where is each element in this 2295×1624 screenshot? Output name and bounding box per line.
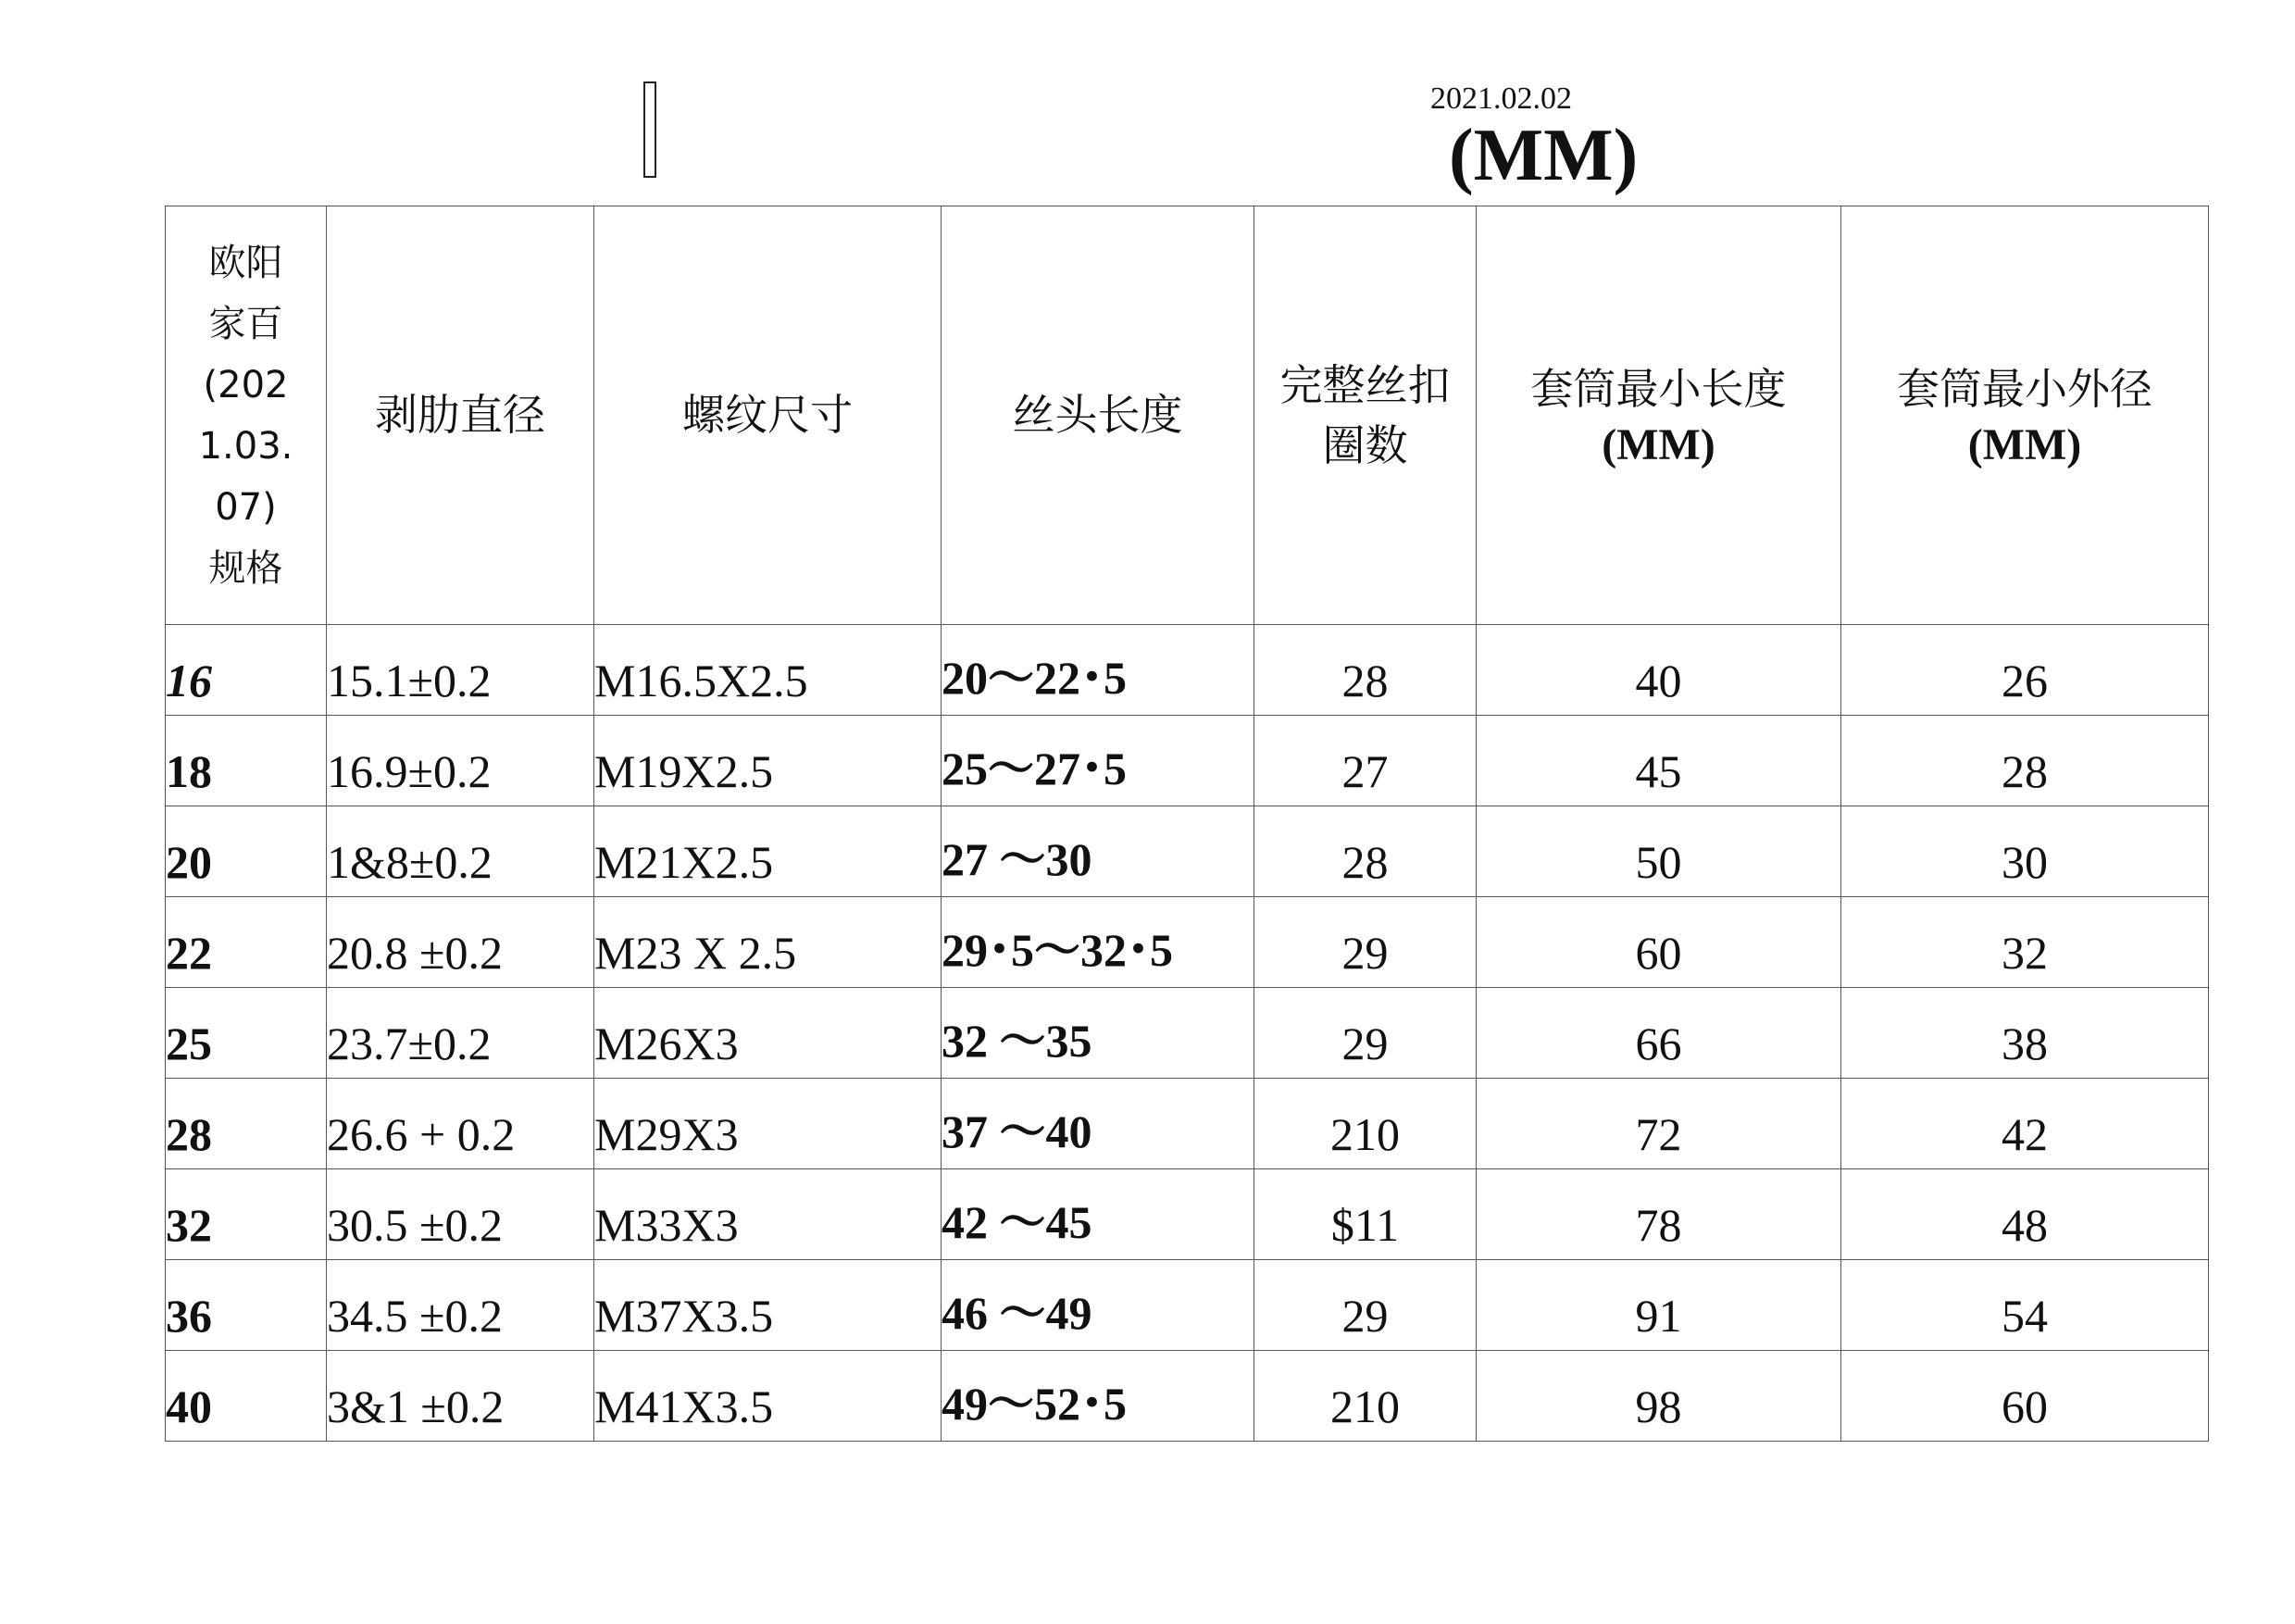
cell-spec: 40 — [166, 1351, 327, 1442]
cell-turns: 210 — [1254, 1351, 1477, 1442]
header-line: 剥肋直径 — [375, 390, 545, 441]
cell-min-length: 66 — [1477, 988, 1841, 1079]
cell-min-length: 60 — [1477, 897, 1841, 988]
cell-head-length: 46 ～49 — [942, 1260, 1254, 1351]
header-min-outer-diameter — [1841, 206, 2209, 625]
cell-spec: 32 — [166, 1169, 327, 1260]
cell-head-length: 29･5～32･5 — [942, 897, 1254, 988]
spec-table — [165, 206, 2209, 1442]
cell-min-length: 91 — [1477, 1260, 1841, 1351]
cell-min-length: 50 — [1477, 806, 1841, 897]
cell-min-length: 98 — [1477, 1351, 1841, 1442]
cell-min-outer-diameter: 26 — [1841, 625, 2209, 716]
cell-turns: 28 — [1254, 806, 1477, 897]
cell-min-outer-diameter: 60 — [1841, 1351, 2209, 1442]
cell-min-outer-diameter: 30 — [1841, 806, 2209, 897]
header-unit: (MM) — [1602, 419, 1715, 469]
header-line: 丝头长度 — [1012, 390, 1183, 441]
cell-strip-diameter: 20.8 ±0.2 — [327, 897, 594, 988]
cell-thread-size: M41X3.5 — [594, 1351, 942, 1442]
cell-head-length: 49～52･5 — [942, 1351, 1254, 1442]
header-line: 套筒最小外径 — [1897, 363, 2152, 414]
cell-strip-diameter: 16.9±0.2 — [327, 716, 594, 806]
cell-head-length: 25～27･5 — [942, 716, 1254, 806]
table-row — [166, 897, 2209, 988]
header-line: 圈数 — [1322, 419, 1408, 470]
placeholder-glyph-box — [643, 81, 656, 178]
cell-thread-size: M26X3 — [594, 988, 942, 1079]
cell-min-outer-diameter: 42 — [1841, 1079, 2209, 1169]
header-turns — [1254, 206, 1477, 625]
table-row — [166, 1351, 2209, 1442]
cell-min-length: 72 — [1477, 1079, 1841, 1169]
cell-thread-size: M23 X 2.5 — [594, 897, 942, 988]
table-row — [166, 716, 2209, 806]
cell-spec: 16 — [166, 625, 327, 716]
cell-min-outer-diameter: 28 — [1841, 716, 2209, 806]
header-head-length — [942, 206, 1254, 625]
cell-strip-diameter: 15.1±0.2 — [327, 625, 594, 716]
cell-spec: 25 — [166, 988, 327, 1079]
cell-turns: 27 — [1254, 716, 1477, 806]
table-row — [166, 1079, 2209, 1169]
cell-strip-diameter: 1&8±0.2 — [327, 806, 594, 897]
cell-head-length: 20～22･5 — [942, 625, 1254, 716]
document-date: 2021.02.02 — [1430, 81, 1572, 116]
cell-turns: 29 — [1254, 897, 1477, 988]
cell-strip-diameter: 34.5 ±0.2 — [327, 1260, 594, 1351]
cell-min-outer-diameter: 32 — [1841, 897, 2209, 988]
cell-spec: 18 — [166, 716, 327, 806]
unit-title: (MM) — [1449, 115, 1639, 196]
cell-turns: 29 — [1254, 1260, 1477, 1351]
header-line: 规格 — [208, 546, 283, 590]
cell-thread-size: M19X2.5 — [594, 716, 942, 806]
header-strip-diameter — [327, 206, 594, 625]
cell-strip-diameter: 30.5 ±0.2 — [327, 1169, 594, 1260]
cell-spec: 20 — [166, 806, 327, 897]
header-line: 家百 — [208, 302, 283, 345]
cell-thread-size: M37X3.5 — [594, 1260, 942, 1351]
table-row — [166, 988, 2209, 1079]
cell-head-length: 32 ～35 — [942, 988, 1254, 1079]
cell-thread-size: M16.5X2.5 — [594, 625, 942, 716]
header-line: (202 — [203, 363, 289, 406]
cell-strip-diameter: 23.7±0.2 — [327, 988, 594, 1079]
cell-strip-diameter: 26.6 + 0.2 — [327, 1079, 594, 1169]
table-row — [166, 1169, 2209, 1260]
cell-turns: 28 — [1254, 625, 1477, 716]
header-line: 欧阳 — [208, 241, 283, 284]
cell-thread-size: M29X3 — [594, 1079, 942, 1169]
header-row — [166, 206, 2209, 625]
cell-min-length: 40 — [1477, 625, 1841, 716]
table-row — [166, 806, 2209, 897]
cell-head-length: 42 ～45 — [942, 1169, 1254, 1260]
cell-min-outer-diameter: 38 — [1841, 988, 2209, 1079]
cell-min-outer-diameter: 54 — [1841, 1260, 2209, 1351]
header-line: 套筒最小长度 — [1530, 363, 1787, 414]
header-line: 螺纹尺寸 — [682, 390, 853, 441]
table-row — [166, 1260, 2209, 1351]
cell-head-length: 37 ～40 — [942, 1079, 1254, 1169]
table-row — [166, 625, 2209, 716]
header-line: 1.03. 07) — [198, 424, 293, 529]
cell-strip-diameter: 3&1 ±0.2 — [327, 1351, 594, 1442]
cell-spec: 36 — [166, 1260, 327, 1351]
header-line: 完整丝扣 — [1279, 360, 1451, 411]
header-spec — [166, 206, 327, 625]
header-thread-size — [594, 206, 942, 625]
cell-thread-size: M21X2.5 — [594, 806, 942, 897]
cell-min-length: 45 — [1477, 716, 1841, 806]
cell-thread-size: M33X3 — [594, 1169, 942, 1260]
cell-spec: 28 — [166, 1079, 327, 1169]
cell-min-length: 78 — [1477, 1169, 1841, 1260]
header-unit: (MM) — [1967, 419, 2082, 469]
cell-turns: 210 — [1254, 1079, 1477, 1169]
header-min-length — [1477, 206, 1841, 625]
cell-min-outer-diameter: 48 — [1841, 1169, 2209, 1260]
cell-head-length: 27 ～30 — [942, 806, 1254, 897]
cell-turns: 29 — [1254, 988, 1477, 1079]
cell-turns: $11 — [1254, 1169, 1477, 1260]
cell-spec: 22 — [166, 897, 327, 988]
